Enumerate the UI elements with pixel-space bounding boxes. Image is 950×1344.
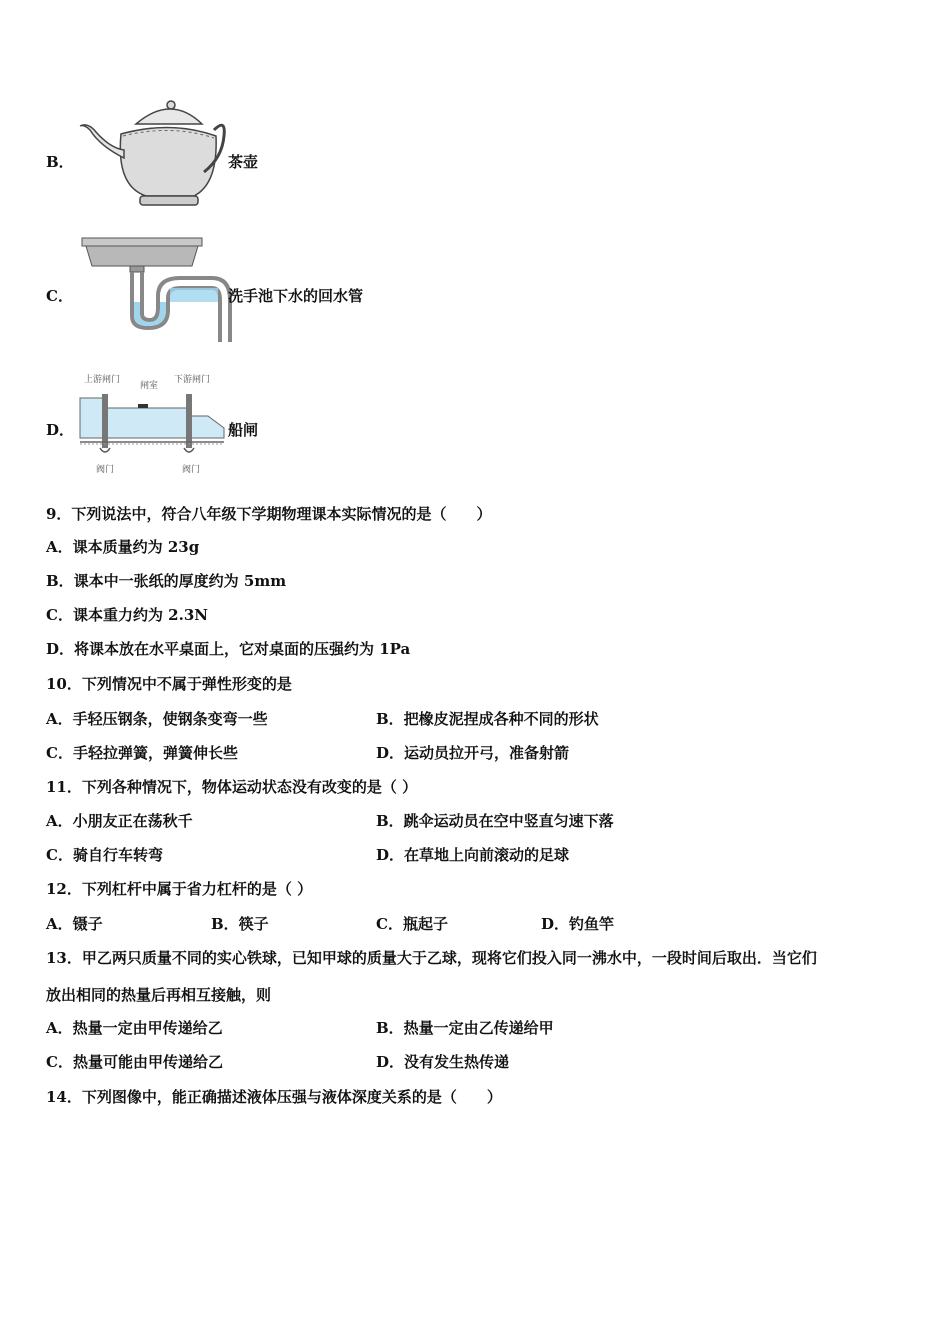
q10-option-c: C．手轻拉弹簧，弹簧伸长些	[46, 744, 238, 762]
option-b-label: B．	[46, 153, 74, 171]
teapot-figure	[76, 96, 226, 212]
q14-stem: 14．下列图像中，能正确描述液体压强与液体深度关系的是（ ）	[46, 1088, 502, 1106]
q9-option-a: A．课本质量约为 23g	[46, 538, 200, 556]
q11-option-b: B．跳伞运动员在空中竖直匀速下落	[376, 812, 614, 830]
q12-option-b: B．筷子	[211, 915, 269, 933]
sink-trap-figure	[80, 236, 226, 346]
q13-option-d: D．没有发生热传递	[376, 1053, 510, 1071]
q11-option-d: D．在草地上向前滚动的足球	[376, 846, 570, 864]
lock-lower-gate-label: 下游闸门	[174, 375, 211, 385]
q12-stem: 12．下列杠杆中属于省力杠杆的是（ ）	[46, 880, 313, 898]
q9-option-c: C．课本重力约为 2.3N	[46, 606, 208, 624]
q13-option-b: B．热量一定由乙传递给甲	[376, 1019, 554, 1037]
q12-option-c: C．瓶起子	[376, 915, 448, 933]
q9-option-d: D．将课本放在水平桌面上，它对桌面的压强约为 1Pa	[46, 640, 411, 658]
q10-option-d: D．运动员拉开弓，准备射箭	[376, 744, 570, 762]
q11-option-a: A．小朋友正在荡秋千	[46, 812, 193, 830]
q11-option-c: C．骑自行车转弯	[46, 846, 163, 864]
q13-option-a: A．热量一定由甲传递给乙	[46, 1019, 223, 1037]
q12-option-d: D．钓鱼竿	[541, 915, 615, 933]
option-c-text: 洗手池下水的回水管	[228, 287, 364, 305]
q10-option-b: B．把橡皮泥捏成各种不同的形状	[376, 710, 599, 728]
q13-stem-line2: 放出相同的热量后再相互接触，则	[46, 986, 272, 1004]
ship-lock-figure	[76, 386, 226, 462]
q13-option-c: C．热量可能由甲传递给乙	[46, 1053, 223, 1071]
q10-stem: 10．下列情况中不属于弹性形变的是	[46, 675, 292, 693]
q11-stem: 11．下列各种情况下，物体运动状态没有改变的是（ ）	[46, 778, 418, 796]
q12-option-a: A．镊子	[46, 915, 103, 933]
lock-valve-right-label: 阀门	[182, 465, 201, 475]
option-c-label: C．	[46, 287, 73, 305]
option-d-text: 船闸	[228, 421, 259, 439]
q13-stem-line1: 13．甲乙两只质量不同的实心铁球，已知甲球的质量大于乙球，现将它们投入同一沸水中，一段时间后取出．当它们	[46, 949, 817, 967]
option-d-label: D．	[46, 421, 75, 439]
lock-valve-left-label: 阀门	[96, 465, 115, 475]
q9-option-b: B．课本中一张纸的厚度约为 5mm	[46, 572, 287, 590]
q9-stem: 9．下列说法中，符合八年级下学期物理课本实际情况的是（ ）	[46, 505, 492, 523]
option-b-text: 茶壶	[228, 153, 259, 171]
lock-upper-gate-label: 上游闸门	[84, 375, 121, 385]
lock-chamber-label: 闸室	[140, 381, 159, 391]
q10-option-a: A．手轻压钢条，使钢条变弯一些	[46, 710, 268, 728]
